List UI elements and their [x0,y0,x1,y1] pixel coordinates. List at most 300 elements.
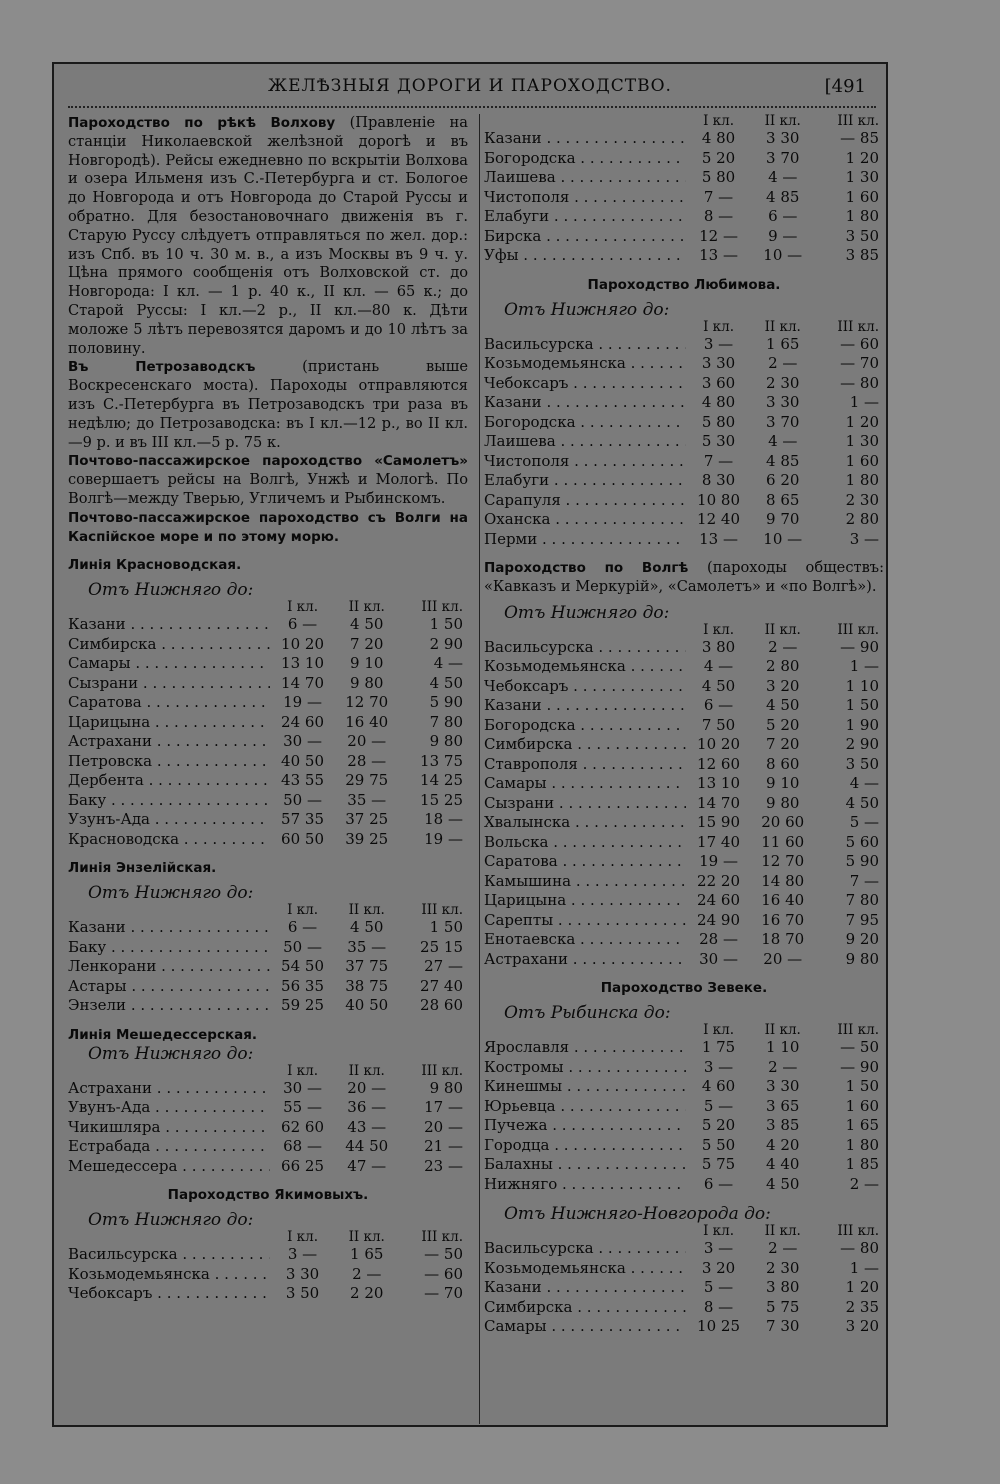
table-row [484,735,884,755]
fare-table [68,1230,468,1304]
paragraph-caspian [68,509,468,547]
destination: Самары . . . [484,1317,686,1337]
fare-class-3: 7 95 [845,910,879,929]
fare-class-2: 20 60 [761,813,805,832]
fare-class-1: 7 — [703,187,734,206]
fare-class-1: 13 10 [697,774,740,793]
table-row [484,491,884,511]
fare-class-3: 1 — [849,393,879,411]
spacer [68,546,468,556]
fare-class-1: 56 35 [281,976,324,995]
table-row [68,996,468,1016]
fare-class-3: — 90 [840,1057,879,1076]
fare-class-3: 5 90 [429,693,463,712]
header-spacer [484,320,686,335]
paragraph-text: совершаетъ рейсы на Волгѣ, Унжѣ и Мологѣ. По Волгѣ—между Тверью, Угличемъ и Рыбинскомъ. [68,471,468,507]
table-row [68,1079,468,1099]
fare-class-1: 13 — [699,529,738,548]
fare-class-2: 6 20 [766,471,800,489]
fare-class-2: 9 10 [350,654,384,673]
fare-class-2: 4 85 [766,451,800,470]
table-row [484,774,884,794]
table-row [484,677,884,697]
fare-class-3: 2 90 [845,735,879,754]
fare-class-2: 10 — [763,529,803,548]
fare-class-1: 54 50 [281,957,324,976]
fare-class-3: 5 90 [845,852,879,871]
fare-class-3: 27 — [424,957,463,976]
from-caption: Отъ Нижняго-Новгорода до: [504,1204,771,1225]
destination: Казани . . . [484,696,686,716]
spacer [484,1194,884,1204]
destination: Чебоксаръ . . . [68,1284,270,1304]
fare-class-3: 7 80 [845,891,879,910]
destination: Сызрани . . . [484,794,686,814]
paragraph-text: (пристань выше Воскресенскаго моста). Пароходы отправляются изъ С.-Петербурга въ Петрозаводскъ три раза въ недѣлю; до Петрозаводска: въ I кл.—12 р., во II кл.—9 р. и въ III кл.—5 р. 75 к. [68,358,468,451]
destination: Бирска . . . [484,227,686,247]
fare-class-3: 9 20 [845,930,879,949]
fare-class-3: 1 20 [845,1278,879,1297]
fare-class-1: 10 20 [281,634,324,653]
fare-class-3: — 80 [840,373,879,392]
fare-class-2: 3 80 [766,1278,800,1297]
fare-class-1: 24 60 [281,712,324,731]
fare-class-3: 1 — [849,657,879,676]
fare-class-1: 12 60 [697,754,740,773]
spacer [484,969,884,979]
fare-class-2: 3 30 [766,129,800,147]
class-header: I кл. [703,113,734,129]
class-header: III кл. [837,1022,879,1039]
left-column [68,114,468,1304]
fare-class-3: 4 50 [429,673,463,692]
destination: Астрахани . . . [484,950,686,970]
from-caption: Отъ Рыбинска до: [504,1003,671,1024]
fare-class-2: 4 40 [766,1155,800,1174]
table-row [484,813,884,833]
fare-class-1: 4 80 [701,393,736,411]
fare-class-3: 1 — [849,1258,879,1277]
fare-class-2: 4 — [768,432,798,450]
destination: Кинешмы . . . [484,1077,686,1097]
destination: Елабуги . . . [484,471,686,491]
table-row [68,693,468,713]
fare-class-2: 5 20 [766,715,800,734]
fare-class-1: 5 — [703,1096,734,1115]
table-row [484,1097,884,1117]
table-row [484,1259,884,1279]
fare-class-1: 5 20 [701,148,736,167]
destination: Богородска . . . [484,149,686,169]
table-row [484,530,884,550]
fare-class-1: 4 — [703,657,734,676]
fare-class-1: 57 35 [281,810,324,829]
destination: Чикишляра . . . [68,1118,270,1138]
class-header: I кл. [287,1229,318,1246]
fare-class-2: 2 20 [350,1284,384,1303]
fare-class-2: 35 — [347,937,387,956]
fare-class-2: 2 30 [766,373,800,392]
fare-class-2: 4 50 [350,615,384,634]
table-row [484,413,884,433]
class-header: II кл. [348,1062,385,1079]
fare-class-2: 4 50 [766,1174,800,1193]
fare-class-3: — 70 [840,354,879,372]
table-row [484,930,884,950]
destination: Камышина . . . [484,872,686,892]
fare-class-1: 62 60 [281,1117,324,1136]
fare-class-3: 1 60 [845,1096,879,1115]
fare-class-3: — 80 [840,1239,879,1258]
table-header-row [484,623,884,638]
fare-class-3: 1 80 [845,1135,879,1154]
header-spacer [68,903,270,918]
paragraph-text: (Правленіе на станціи Николаевской желѣзной дорогѣ и въ Новгородѣ). Рейсы ежедневно по вскрытіи Волхова и озера Ильменя изъ С.-Петербурга и ст. Бологое до Новгорода и отъ Новгорода до Старой Руссы и обратно. Для безостановочнаго движенія въ г. Старую Руссу слѣдуетъ отправляться по жел. дор.: изъ Спб. въ 10 ч. 30 м. в., а изъ Москвы въ 9 ч. у. Цѣна прямого сообщенія отъ Волховской ст. до Новгорода: I кл. — 1 р. 40 к., II кл. — 65 к.; до Старой Руссы: I кл.—2 р., II кл.—80 к. Дѣти моложе 5 лѣтъ перевозятся даромъ и до 10 лѣтъ за половину. [68,114,468,357]
table-row [484,188,884,208]
fare-class-1: 3 — [703,334,734,353]
fare-class-3: 2 — [849,1174,879,1193]
fare-class-2: 2 — [768,637,798,656]
fare-class-3: 1 20 [845,412,879,431]
fare-class-1: 5 30 [701,432,736,450]
fare-class-2: 2 — [768,1057,798,1076]
class-header: III кл. [421,902,463,919]
destination: Энзели . . . [68,996,270,1016]
class-header: I кл. [703,1223,734,1240]
table-row [484,852,884,872]
destination: Богородска . . . [484,413,686,433]
table-row [68,1157,468,1177]
fare-class-1: 5 80 [701,168,736,186]
fare-class-1: 13 10 [281,654,324,673]
fare-class-1: 12 40 [697,510,740,528]
fare-class-1: 24 90 [697,910,740,929]
class-header: III кл. [837,318,879,335]
fare-class-1: 13 — [699,246,738,264]
table-row [68,674,468,694]
class-header: II кл. [764,1022,801,1039]
class-header: III кл. [421,1229,463,1246]
fare-class-1: 10 25 [697,1317,740,1336]
fare-class-1: 7 50 [701,715,736,734]
fare-class-1: 3 60 [701,373,736,392]
fare-class-2: 4 85 [766,187,800,206]
bold-lead: Почтово-пассажирское пароходство «Самолетъ» [68,453,468,470]
destination: Казани . . . [68,918,270,938]
fare-class-1: 19 — [283,693,322,712]
fare-table [68,1064,468,1177]
from-caption: Отъ Нижняго до: [88,580,254,601]
table-row [484,452,884,472]
from-caption: Отъ Нижняго до: [88,1210,254,1231]
fare-class-2: 9 — [768,226,798,245]
destination: Баку . . . [68,791,270,811]
table-header-row [484,1224,884,1239]
section-title: Линія Мешедессерская. [68,1026,258,1043]
destination: Естрабада . . . [68,1137,270,1157]
fare-class-2: 2 — [352,1264,382,1283]
destination: Козьмодемьянска . . . [484,1259,686,1279]
fare-class-3: — 70 [424,1284,463,1303]
table-row [68,713,468,733]
fare-class-3: 27 40 [420,976,463,995]
fare-class-2: 8 60 [766,754,800,773]
destination: Казани . . . [484,129,686,149]
table-row [68,1137,468,1157]
fare-class-3: 1 50 [845,1077,879,1096]
fare-class-3: — 90 [840,637,879,656]
table-row [484,129,884,149]
destination: Козьмодемьянска . . . [484,354,686,374]
destination: Ставрополя . . . [484,755,686,775]
fare-class-1: 6 — [703,1174,734,1193]
spacer [484,549,884,559]
destination: Васильсурска . . . [484,335,686,355]
fare-class-3: — 60 [424,1264,463,1283]
fare-class-3: 1 60 [845,187,879,206]
fare-class-1: 8 30 [701,471,736,489]
from-caption: Отъ Нижняго до: [88,883,254,904]
fare-class-1: 19 — [699,852,738,871]
spacer [68,849,468,859]
destination: Чебоксаръ . . . [484,677,686,697]
fare-class-2: 12 70 [345,693,389,712]
destination: Астрахани . . . [68,732,270,752]
fare-class-3: 18 — [424,810,463,829]
destination: Казани . . . [484,1278,686,1298]
table-row [484,833,884,853]
fare-class-2: 2 — [768,1239,798,1258]
fare-class-3: 3 85 [845,246,879,264]
destination: Козьмодемьянска . . . [484,657,686,677]
fare-class-1: 8 — [703,1297,734,1316]
fare-class-3: 3 20 [845,1317,879,1336]
header-spacer [68,1230,270,1245]
section-title: Пароходство Любимова. [587,276,781,293]
fare-class-2: 12 70 [761,852,805,871]
table-row [484,657,884,677]
class-header: II кл. [764,318,801,335]
fare-class-1: 15 90 [697,813,740,832]
fare-class-1: 22 20 [697,871,740,890]
from-caption: Отъ Нижняго до: [88,1043,254,1064]
fare-class-2: 18 70 [761,930,805,949]
destination: Костромы . . . [484,1058,686,1078]
fare-class-2: 6 — [768,207,798,225]
fare-class-3: 4 — [433,654,463,673]
table-header-row [68,1230,468,1245]
destination: Баку . . . [68,938,270,958]
destination: Петровска . . . [68,752,270,772]
table-row [68,1265,468,1285]
table-row [484,393,884,413]
class-header: I кл. [287,599,318,616]
class-header: I кл. [703,318,734,335]
bold-lead: Почтово-пассажирское пароходство съ Волги на Каспійское море и по этому морю. [68,509,468,545]
fare-class-2: 2 30 [766,1258,800,1277]
fare-table [484,320,884,550]
table-row [484,374,884,394]
fare-class-1: 6 — [287,918,318,937]
table-row [484,432,884,452]
destination: Чистополя . . . [484,188,686,208]
destination: Оханска . . . [484,510,686,530]
fare-class-1: 66 25 [281,1156,324,1175]
destination: Чистополя . . . [484,452,686,472]
table-row [484,471,884,491]
table-row [68,732,468,752]
fare-class-1: 50 — [283,937,322,956]
fare-class-1: 24 60 [697,891,740,910]
fare-class-2: 4 — [768,168,798,186]
section-title: Пароходство Зевеке. [600,980,768,997]
destination: Ярославля . . . [484,1038,686,1058]
class-header: II кл. [348,902,385,919]
fare-class-2: 28 — [347,751,387,770]
fare-class-1: 14 70 [697,793,740,812]
fare-class-1: 5 — [703,1278,734,1297]
book-page [52,62,888,1427]
fare-class-3: 19 — [424,829,463,848]
spacer [68,1176,468,1186]
destination: Чебоксаръ . . . [484,374,686,394]
table-row [484,1298,884,1318]
destination: Уфы . . . [484,246,686,266]
table-row [68,1118,468,1138]
fare-table [68,903,468,1016]
paragraph-volkhov [68,114,468,358]
fare-class-3: 9 80 [429,732,463,751]
section-title: Пароходство Якимовыхъ. [167,1187,369,1204]
fare-class-1: 1 75 [701,1038,736,1057]
header-spacer [484,114,686,129]
table-row [68,752,468,772]
fare-class-3: 17 — [424,1098,463,1117]
table-row [68,977,468,997]
fare-class-1: 30 — [283,732,322,751]
fare-class-3: — 60 [840,334,879,353]
paragraph-volga [484,559,884,597]
fare-class-1: 4 50 [701,676,736,695]
fare-class-3: 1 20 [845,148,879,167]
fare-class-3: 2 80 [845,510,879,528]
fare-class-3: — 50 [840,1038,879,1057]
fare-table [484,114,884,266]
fare-class-1: 14 70 [281,673,324,692]
fare-class-2: 16 70 [761,910,805,929]
fare-class-1: 60 50 [281,829,324,848]
fare-class-2: 3 85 [766,1116,800,1135]
fare-class-1: 10 80 [697,490,740,509]
fare-class-3: 2 35 [845,1297,879,1316]
table-row [484,1239,884,1259]
fare-class-2: 37 25 [345,810,389,829]
fare-class-1: 5 20 [701,1116,736,1135]
fare-class-3: 3 — [849,529,879,548]
table-row [484,510,884,530]
fare-class-3: 7 80 [429,712,463,731]
fare-class-2: 5 75 [766,1297,800,1316]
fare-class-3: 9 80 [429,1078,463,1097]
fare-class-2: 20 — [347,732,387,751]
bold-lead: Пароходство по рѣкѣ Волхову [68,115,336,131]
fare-class-2: 9 70 [766,510,800,528]
destination: Лаишева . . . [484,432,686,452]
fare-class-1: 5 50 [701,1135,736,1154]
fare-class-1: 6 — [703,696,734,715]
fare-class-1: 5 75 [701,1155,736,1174]
fare-class-2: 43 — [347,1117,387,1136]
destination: Богородска . . . [484,716,686,736]
class-header: I кл. [703,621,734,638]
fare-class-2: 35 — [347,790,387,809]
fare-class-3: 1 30 [845,168,879,186]
class-header: II кл. [764,1223,801,1240]
fare-class-2: 11 60 [761,832,805,851]
paragraph-text: (пароходы обществъ: «Кавказъ и Меркурій», «Самолетъ» и «по Волгѣ»). [484,559,884,595]
fare-class-1: 40 50 [281,751,324,770]
right-column [484,114,884,1337]
table-row [68,654,468,674]
fare-class-1: 12 — [699,226,738,245]
fare-class-2: 2 80 [766,657,800,676]
fare-class-3: 4 — [849,774,879,793]
from-caption: Отъ Нижняго до: [504,602,670,623]
class-header: III кл. [837,113,879,129]
class-header: II кл. [348,1229,385,1246]
fare-class-2: 3 20 [766,676,800,695]
table-row [484,950,884,970]
table-row [68,771,468,791]
fare-class-2: 47 — [347,1156,387,1175]
fare-class-3: 1 80 [845,207,879,225]
fare-class-3: 1 90 [845,715,879,734]
fare-class-2: 9 10 [766,774,800,793]
table-row [68,635,468,655]
page-header [54,76,886,104]
paragraph-samolet [68,452,468,508]
table-row [484,168,884,188]
fare-class-1: 10 20 [697,735,740,754]
fare-class-2: 38 75 [345,976,389,995]
fare-class-3: 20 — [424,1117,463,1136]
destination: Пучежа . . . [484,1116,686,1136]
fare-class-2: 16 40 [345,712,389,731]
fare-class-2: 7 20 [766,735,800,754]
destination: Увунъ-Ада . . . [68,1098,270,1118]
destination: Елабуги . . . [484,207,686,227]
table-row [484,1317,884,1337]
fare-class-1: 3 20 [701,1258,736,1277]
fare-class-3: 2 30 [845,490,879,509]
destination: Енотаевска . . . [484,930,686,950]
fare-class-3: 1 50 [429,918,463,937]
fare-class-1: 4 60 [701,1077,736,1096]
class-header: III кл. [421,1062,463,1079]
table-header-row [484,114,884,129]
column-divider [479,114,480,1424]
table-row [484,755,884,775]
fare-class-2: 16 40 [761,891,805,910]
fare-class-1: 43 55 [281,771,324,790]
fare-class-2: 1 10 [766,1038,800,1057]
table-row [68,957,468,977]
fare-class-3: 23 — [424,1156,463,1175]
destination: Дербента . . . [68,771,270,791]
fare-class-1: 8 — [703,207,734,225]
table-header-row [68,903,468,918]
fare-class-3: 14 25 [420,771,463,790]
